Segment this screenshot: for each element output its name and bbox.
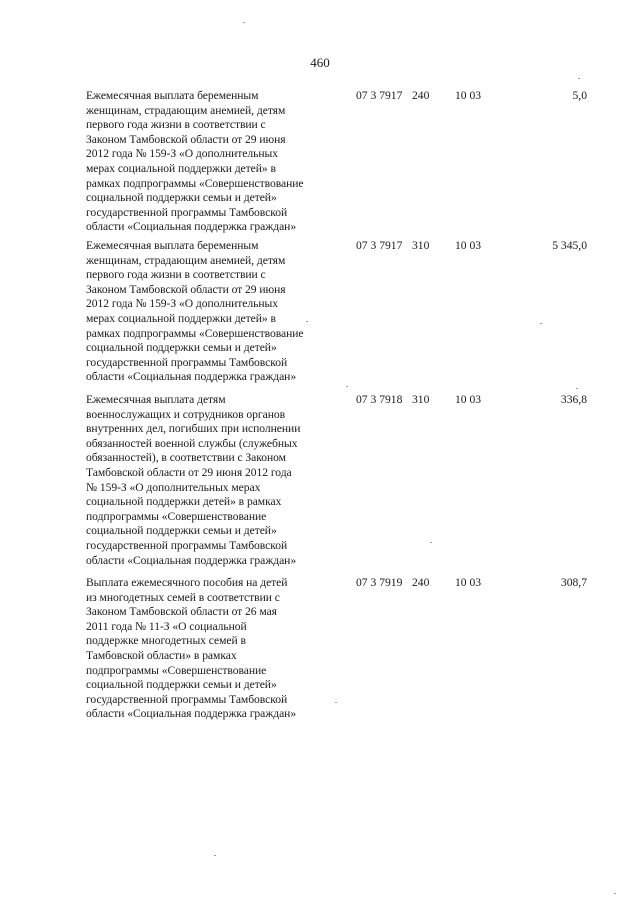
description-line: подпрограммы «Совершенствование (86, 509, 267, 523)
description-line: подпрограммы «Совершенствование (86, 663, 267, 677)
description-line: социальной поддержки семьи и детей» (86, 191, 277, 205)
amount: 336,8 (560, 393, 587, 406)
description-line: мерах социальной поддержки детей» в (86, 311, 276, 325)
section-code: 10 03 (455, 89, 482, 102)
scan-speck (614, 893, 616, 894)
description-line: поддержке многодетных семей в (86, 634, 246, 648)
description-line: государственной программы Тамбовской (86, 205, 288, 219)
scan-speck (430, 542, 432, 543)
description-line: обязанностей военной службы (служебных (86, 436, 298, 450)
description-line: Ежемесячная выплата беременным (86, 89, 259, 102)
section-code: 10 03 (455, 239, 482, 252)
description-line: социальной поддержки семьи и детей» (86, 678, 277, 692)
scan-speck (243, 22, 245, 23)
description-line: мерах социальной поддержки детей» в (86, 161, 276, 175)
section-code: 10 03 (455, 576, 482, 589)
description-line: 2011 года № 11-З «О социальной (86, 619, 247, 633)
scan-speck (214, 855, 216, 856)
description-line: государственной программы Тамбовской (86, 538, 288, 552)
expense-type-code: 310 (412, 239, 430, 252)
description-line: женщинам, страдающим анемией, детям (86, 253, 286, 267)
section-code: 10 03 (455, 393, 482, 406)
description-line: области «Социальная поддержка граждан» (86, 553, 297, 567)
description-line: 2012 года № 159-З «О дополнительных (86, 147, 279, 161)
description-line: социальной поддержки семьи и детей» (86, 524, 277, 538)
scan-speck (335, 702, 337, 703)
amount: 308,7 (560, 576, 587, 589)
scan-speck (346, 386, 348, 387)
description-line: 2012 года № 159-З «О дополнительных (86, 297, 279, 311)
expense-type-code: 310 (412, 393, 430, 406)
description-line: социальной поддержки семьи и детей» (86, 341, 277, 355)
target-article-code: 07 3 7918 (356, 393, 403, 406)
scan-speck (576, 388, 578, 389)
description-line: № 159-З «О дополнительных мерах (86, 480, 261, 494)
row-description (86, 393, 348, 568)
description-line: внутренних дел, погибших при исполнении (86, 422, 301, 436)
description-line: государственной программы Тамбовской (86, 692, 288, 706)
amount: 5,0 (572, 89, 587, 102)
description-line: Законом Тамбовской области от 29 июня (86, 132, 286, 146)
expense-type-code: 240 (412, 576, 430, 589)
description-line: первого года жизни в соответствии с (86, 268, 266, 282)
description-line: государственной программы Тамбовской (86, 355, 288, 369)
description-line: военнослужащих и сотрудников органов (86, 407, 286, 421)
description-line: Тамбовской области» в рамках (86, 648, 237, 662)
page-number: 460 (310, 55, 330, 70)
scan-speck (578, 78, 580, 79)
description-line: социальной поддержки детей» в рамках (86, 495, 282, 509)
description-line: Ежемесячная выплата детям (86, 393, 226, 406)
description-line: обязанностей), в соответствии с Законом (86, 451, 286, 465)
description-line: Ежемесячная выплата беременным (86, 239, 259, 252)
description-line: области «Социальная поддержка граждан» (86, 370, 297, 384)
description-line: Законом Тамбовской области от 29 июня (86, 282, 286, 296)
description-line: области «Социальная поддержка граждан» (86, 707, 297, 721)
description-line: рамках подпрограммы «Совершенствование (86, 176, 304, 190)
target-article-code: 07 3 7917 (356, 239, 403, 252)
description-line: Тамбовской области от 29 июня 2012 года (86, 465, 292, 479)
expense-type-code: 240 (412, 89, 430, 102)
description-line: рамках подпрограммы «Совершенствование (86, 326, 304, 340)
scan-speck (540, 323, 542, 324)
description-line: области «Социальная поддержка граждан» (86, 220, 297, 234)
amount: 5 345,0 (552, 239, 587, 252)
description-line: Выплата ежемесячного пособия на детей (86, 576, 288, 589)
scan-speck (306, 321, 308, 322)
description-line: женщинам, страдающим анемией, детям (86, 103, 286, 117)
target-article-code: 07 3 7919 (356, 576, 403, 589)
description-line: Законом Тамбовской области от 26 мая (86, 605, 277, 619)
row-description (86, 576, 348, 722)
target-article-code: 07 3 7917 (356, 89, 403, 102)
row-description (86, 239, 348, 385)
description-line: из многодетных семей в соответствии с (86, 590, 280, 604)
description-line: первого года жизни в соответствии с (86, 118, 266, 132)
row-description (86, 89, 348, 235)
